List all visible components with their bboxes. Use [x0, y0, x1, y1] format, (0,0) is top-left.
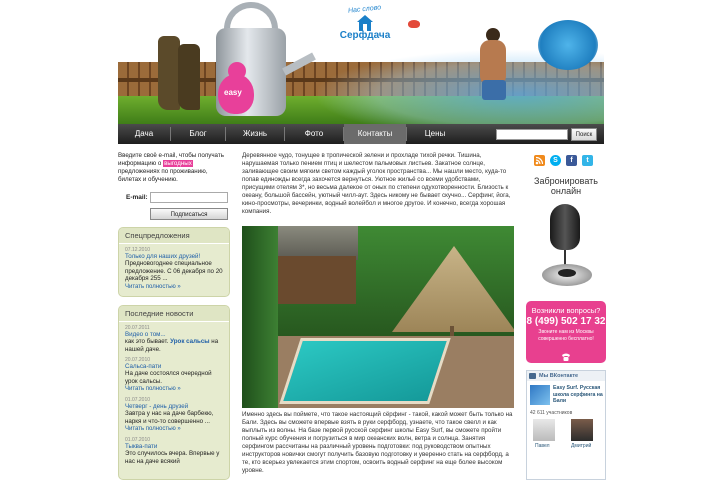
news-title-link[interactable]: Сальса-пати	[125, 363, 162, 370]
news-date: 20.07.2010	[125, 357, 151, 363]
avatar[interactable]	[571, 419, 593, 441]
news-text-after: на нашей даче.	[125, 338, 219, 353]
site-logo[interactable]	[328, 6, 398, 56]
site-header	[118, 0, 604, 124]
news-text: На даче состоялся очередной урок сальсы.	[125, 370, 212, 385]
contact-callbox	[526, 301, 606, 363]
news-title-link[interactable]: Видео о том...	[125, 331, 166, 338]
logo-tagline: Нас слово	[347, 4, 382, 15]
facebook-icon[interactable]: f	[566, 155, 577, 166]
search-button[interactable]: Поиск	[571, 128, 597, 141]
photo-palm	[242, 226, 278, 408]
intro-highlight: выгодных	[164, 160, 192, 167]
news-box	[118, 305, 230, 480]
read-more-link[interactable]: Читать полностью »	[125, 386, 181, 392]
vk-icon	[529, 373, 536, 379]
surf-paragraph: Именно здесь вы поймете, что такое настоящий сёрфинг - такой, какой может быть только на Бали. Здесь вы сможете впервые взять в руки серфборд, узнаете, что такое свелл и как выплыть из волны. На базе первой русской серфинг школы Easy Surf, вы сможете пройти полный курс обучения и погрузиться в мир океанских волн, ветра и солнца. Занятия серфингом рассчитаны на различный уровень подготовки: под руководством опытных инструкторов новички смогут получить базовую подготовку и уверенно стать на серфборд, а те, кто всерьез увлекается этим спортом, освоить водный серфинг на еще более высоком уровне.	[242, 411, 513, 474]
villa-pool-photo	[242, 226, 514, 408]
intro-paragraph: Деревянное чудо, тонущее в тропической зелени и прохладе тихой речки. Тишина, нарушаемая только пением птиц и шелестом пальмовых листьев. Закатное солнце, заливающее своим мягким светом каждый уголок пространства... Мы нашли место, куда-то попав единожды всегда захочется вернуться. Уютное жильё со всеми удобствами, присущими отелям 3*, но весьма далекое от оных по степени одухотворенности. Близость к океану, большой бассейн, уютный чилл-аут. Здесь никому не бывает скучно... Серфинг, йога, кино-просмотры, вечеринки, водный волейбол и многое другое. И конечно, всегда хорошая компания.	[242, 152, 511, 215]
list-item	[125, 437, 223, 465]
rss-icon[interactable]	[534, 155, 545, 166]
logo-name: Серфдача	[339, 30, 391, 41]
nav-item-life[interactable]: Жизнь	[242, 129, 268, 138]
search-input[interactable]	[496, 129, 568, 140]
news-body	[119, 322, 229, 472]
vk-group	[527, 381, 605, 409]
news-date: 01.07.2010	[125, 437, 151, 443]
contact-note: Звоните нам из Москвы совершенно бесплатно!	[538, 329, 594, 342]
nav-item-blog[interactable]: Блог	[189, 129, 207, 138]
specials-title: Спецпредложения	[119, 228, 229, 244]
book-online-mouse-button[interactable]	[532, 198, 602, 296]
subscribe-intro	[118, 152, 230, 184]
main-nav	[118, 124, 604, 144]
easy-duck-logo	[218, 74, 254, 114]
main-content	[242, 152, 514, 216]
news-text-before: как это бывает.	[125, 338, 169, 345]
splash-drop-image	[538, 20, 598, 70]
photo-roof	[268, 226, 358, 260]
bird-image	[408, 20, 420, 28]
subscribe-button[interactable]: Подписаться	[150, 208, 228, 220]
specials-box	[118, 227, 230, 297]
vk-members	[527, 417, 605, 457]
boot-left	[158, 36, 180, 110]
vk-header	[527, 371, 605, 381]
news-title-link[interactable]: Четверг - день друзей	[125, 403, 189, 410]
vk-member-name[interactable]: Павел	[535, 443, 550, 449]
vk-widget	[526, 370, 606, 480]
nav-item-dacha[interactable]: Дача	[134, 129, 154, 138]
surfer-image	[474, 28, 514, 102]
email-field[interactable]	[150, 192, 228, 203]
email-label: E-mail:	[126, 194, 148, 201]
intro-text-before: Введите своё e-mail, чтобы получать информацию о	[118, 152, 224, 167]
specials-body	[119, 244, 229, 297]
news-text: Это случилось вчера. Впервые у нас на даче всякий	[125, 450, 220, 465]
nav-item-prices[interactable]: Цены	[424, 129, 446, 138]
nav-item-photo[interactable]: Фото	[304, 129, 324, 138]
vk-member-name[interactable]: Дмитрий	[571, 443, 592, 449]
read-more-link[interactable]: Читать полностью »	[125, 426, 181, 432]
photo-pool	[279, 338, 450, 404]
vk-group-name[interactable]: Easy Surf. Русская школа серфинга на Бали	[553, 385, 603, 404]
news-text	[125, 338, 223, 353]
news-date: 01.07.2010	[125, 397, 151, 403]
read-more-link[interactable]: Читать полностью »	[125, 283, 181, 290]
vk-member-count: 42 611 участников	[530, 410, 573, 416]
news-date: 07.12.2010	[125, 247, 151, 253]
boot-right	[178, 44, 200, 110]
contact-question: Возникли вопросы?	[531, 306, 601, 315]
news-title: Последние новости	[119, 306, 229, 322]
news-title-link[interactable]: Тыква-пати	[125, 443, 158, 450]
list-item	[125, 397, 223, 433]
photo-hut	[276, 256, 356, 304]
news-text: Предновогоднее специальное предложение. С 06 декабря по 20 декабря 255 ...	[125, 260, 223, 282]
news-date: 20.07.2011	[125, 325, 150, 331]
avatar[interactable]	[533, 419, 555, 441]
phone-icon	[560, 351, 572, 363]
duck-label: easy	[224, 88, 242, 97]
news-inline-link[interactable]: Урок сальсы	[170, 338, 210, 345]
email-row	[118, 192, 230, 204]
list-item	[125, 357, 223, 393]
intro-text-after: предложениях по проживанию, билетах и обучению.	[118, 168, 208, 183]
vk-header-text: Мы ВКонтакте	[539, 373, 579, 379]
surfer-shorts	[482, 80, 506, 100]
duck-head	[228, 62, 246, 80]
book-online-title: Забронировать онлайн	[534, 176, 598, 196]
list-item	[125, 325, 223, 353]
mouse-trap-hole	[558, 269, 576, 277]
twitter-icon[interactable]: t	[582, 155, 593, 166]
news-title-link[interactable]: Только для наших друзей!	[125, 253, 201, 260]
subscribe-form	[118, 152, 230, 218]
contact-phone[interactable]: 8 (499) 502 17 32	[526, 316, 606, 327]
news-text: Завтра у нас на даче барбекю, наркя и что-то совершенно ...	[125, 410, 214, 425]
list-item	[125, 247, 223, 291]
vk-group-avatar[interactable]	[530, 385, 550, 405]
nav-item-contacts[interactable]: Контакты	[344, 124, 406, 144]
rss-glyph	[534, 155, 545, 166]
skype-icon[interactable]: S	[550, 155, 561, 166]
mouse-icon	[550, 204, 580, 250]
